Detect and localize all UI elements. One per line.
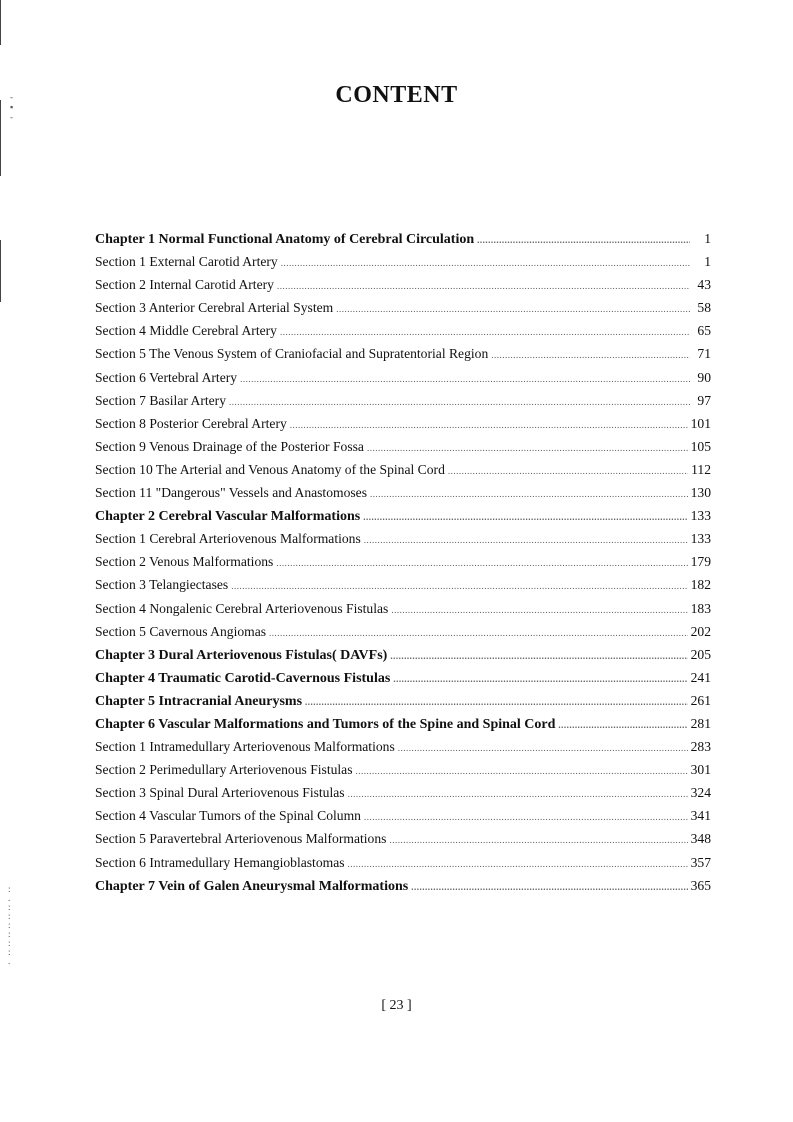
scan-edge-line (0, 100, 1, 176)
entry-title: Section 1 Intramedullary Arteriovenous Malformations (95, 739, 395, 755)
entry-title: Section 6 Intramedullary Hemangioblastomas (95, 854, 345, 870)
toc-section-entry (95, 254, 711, 277)
dot-leader (363, 512, 687, 522)
toc-chapter-entry (95, 231, 711, 254)
dot-leader (370, 489, 688, 499)
entry-page-number: 261 (690, 692, 711, 708)
entry-page-number: 281 (690, 715, 711, 731)
toc-section-entry (95, 393, 711, 416)
scan-artifact: - ▪ - (10, 92, 14, 122)
entry-page-number: 301 (690, 762, 711, 778)
entry-title: Section 5 The Venous System of Craniofacial and Supratentorial Region (95, 346, 489, 362)
toc-section-entry (95, 439, 711, 462)
entry-title: Chapter 6 Vascular Malformations and Tumors of the Spine and Spinal Cord (95, 716, 556, 732)
toc-section-entry (95, 601, 711, 624)
entry-page-number: 97 (697, 392, 711, 408)
toc-section-entry (95, 808, 711, 831)
entry-page-number: 357 (690, 854, 711, 870)
entry-title: Section 2 Internal Carotid Artery (95, 277, 274, 293)
scan-edge-line (0, 240, 1, 302)
dot-leader (390, 651, 687, 661)
dot-leader (367, 443, 688, 453)
entry-page-number: 365 (690, 877, 711, 893)
entry-page-number: 130 (690, 485, 711, 501)
entry-title: Section 6 Vertebral Artery (95, 369, 238, 385)
dot-leader (411, 882, 687, 892)
entry-page-number: 58 (697, 300, 711, 316)
entry-title: Section 5 Cavernous Angiomas (95, 623, 267, 639)
toc-chapter-entry (95, 508, 711, 531)
toc-section-entry (95, 485, 711, 508)
entry-page-number: 112 (691, 461, 711, 477)
toc-section-entry (95, 855, 711, 878)
entry-title: Section 11 "Dangerous" Vessels and Anastomoses (95, 485, 367, 501)
dot-leader (231, 581, 687, 591)
entry-title: Chapter 3 Dural Arteriovenous Fistulas( DAVFs) (95, 647, 388, 663)
entry-title: Section 3 Anterior Cerebral Arterial System (95, 300, 334, 316)
dot-leader (389, 835, 687, 845)
entry-title: Chapter 7 Vein of Galen Aneurysmal Malformations (95, 878, 409, 894)
page-title: CONTENT (335, 82, 458, 108)
toc-section-entry (95, 370, 711, 393)
dot-leader (305, 697, 688, 707)
toc-chapter-entry (95, 647, 711, 670)
toc-section-entry (95, 762, 711, 785)
dot-leader (391, 605, 687, 615)
dot-leader (356, 766, 688, 776)
entry-page-number: 90 (697, 369, 711, 385)
entry-page-number: 133 (690, 531, 711, 547)
entry-title: Chapter 1 Normal Functional Anatomy of Cerebral Circulation (95, 232, 475, 247)
dot-leader (477, 235, 690, 245)
entry-title: Section 3 Spinal Dural Arteriovenous Fistulas (95, 785, 345, 801)
entry-page-number: 101 (690, 415, 711, 431)
entry-page-number: 133 (690, 508, 711, 524)
entry-page-number: 105 (690, 438, 711, 454)
dot-leader (393, 674, 687, 684)
entry-title: Section 2 Perimedullary Arteriovenous Fistulas (95, 762, 353, 778)
dot-leader (276, 558, 687, 568)
toc-section-entry (95, 416, 711, 439)
entry-title: Section 2 Venous Malformations (95, 554, 274, 570)
entry-title: Chapter 4 Traumatic Carotid-Cavernous Fistulas (95, 670, 391, 686)
entry-title: Section 4 Vascular Tumors of the Spinal Column (95, 808, 361, 824)
entry-title: Section 1 Cerebral Arteriovenous Malformations (95, 531, 361, 547)
page-number: [ 23 ] (381, 998, 412, 1013)
entry-page-number: 43 (697, 277, 711, 293)
entry-title: Section 4 Nongalenic Cerebral Arteriovenous Fistulas (95, 600, 389, 616)
entry-title: Section 5 Paravertebral Arteriovenous Malformations (95, 831, 387, 847)
toc-chapter-entry (95, 716, 711, 739)
entry-title: Section 3 Telangiectases (95, 577, 229, 593)
dot-leader (336, 304, 690, 314)
dot-leader (229, 397, 690, 407)
dot-leader (398, 743, 688, 753)
entry-page-number: 348 (690, 831, 711, 847)
entry-page-number: 341 (690, 808, 711, 824)
entry-title: Section 7 Basilar Artery (95, 392, 226, 408)
toc-section-entry (95, 462, 711, 485)
toc-chapter-entry (95, 878, 711, 901)
toc-section-entry (95, 739, 711, 762)
entry-title: Chapter 5 Intracranial Aneurysms (95, 693, 303, 709)
dot-leader (348, 859, 688, 869)
entry-page-number: 71 (697, 346, 711, 362)
dot-leader (491, 350, 690, 360)
entry-page-number: 324 (690, 785, 711, 801)
entry-title: Section 4 Middle Cerebral Artery (95, 323, 277, 339)
dot-leader (269, 628, 688, 638)
toc-chapter-entry (95, 693, 711, 716)
dot-leader (277, 281, 690, 291)
entry-page-number: 179 (690, 554, 711, 570)
entry-title: Section 10 The Arterial and Venous Anatomy of the Spinal Cord (95, 461, 445, 477)
dot-leader (240, 374, 690, 384)
toc-section-entry (95, 346, 711, 369)
dot-leader (280, 327, 690, 337)
entry-page-number: 183 (690, 600, 711, 616)
dot-leader (281, 258, 690, 268)
entry-page-number: 202 (690, 623, 711, 639)
entry-title: Section 8 Posterior Cerebral Artery (95, 415, 287, 431)
entry-title: Chapter 2 Cerebral Vascular Malformations (95, 509, 361, 525)
dot-leader (558, 720, 687, 730)
entry-title: Section 1 External Carotid Artery (95, 254, 278, 270)
toc-section-entry (95, 323, 711, 346)
toc-section-entry (95, 577, 711, 600)
dot-leader (348, 789, 688, 799)
toc-chapter-entry (95, 670, 711, 693)
entry-title: Section 9 Venous Drainage of the Posterior Fossa (95, 438, 364, 454)
toc-section-entry (95, 831, 711, 854)
toc-section-entry (95, 554, 711, 577)
toc-section-entry (95, 277, 711, 300)
entry-page-number: 1 (704, 254, 711, 270)
entry-page-number: 283 (690, 739, 711, 755)
toc-section-entry (95, 300, 711, 323)
scan-artifact: : . : : : : : : . (8, 884, 11, 966)
toc-section-entry (95, 624, 711, 647)
entry-page-number: 1 (704, 231, 711, 246)
scan-edge-line (0, 0, 1, 45)
entry-page-number: 241 (690, 669, 711, 685)
dot-leader (364, 812, 688, 822)
entry-page-number: 65 (697, 323, 711, 339)
dot-leader (290, 420, 688, 430)
dot-leader (364, 535, 688, 545)
table-of-contents (95, 231, 711, 901)
entry-page-number: 205 (690, 646, 711, 662)
dot-leader (448, 466, 688, 476)
toc-section-entry (95, 785, 711, 808)
toc-section-entry (95, 531, 711, 554)
entry-page-number: 182 (690, 577, 711, 593)
